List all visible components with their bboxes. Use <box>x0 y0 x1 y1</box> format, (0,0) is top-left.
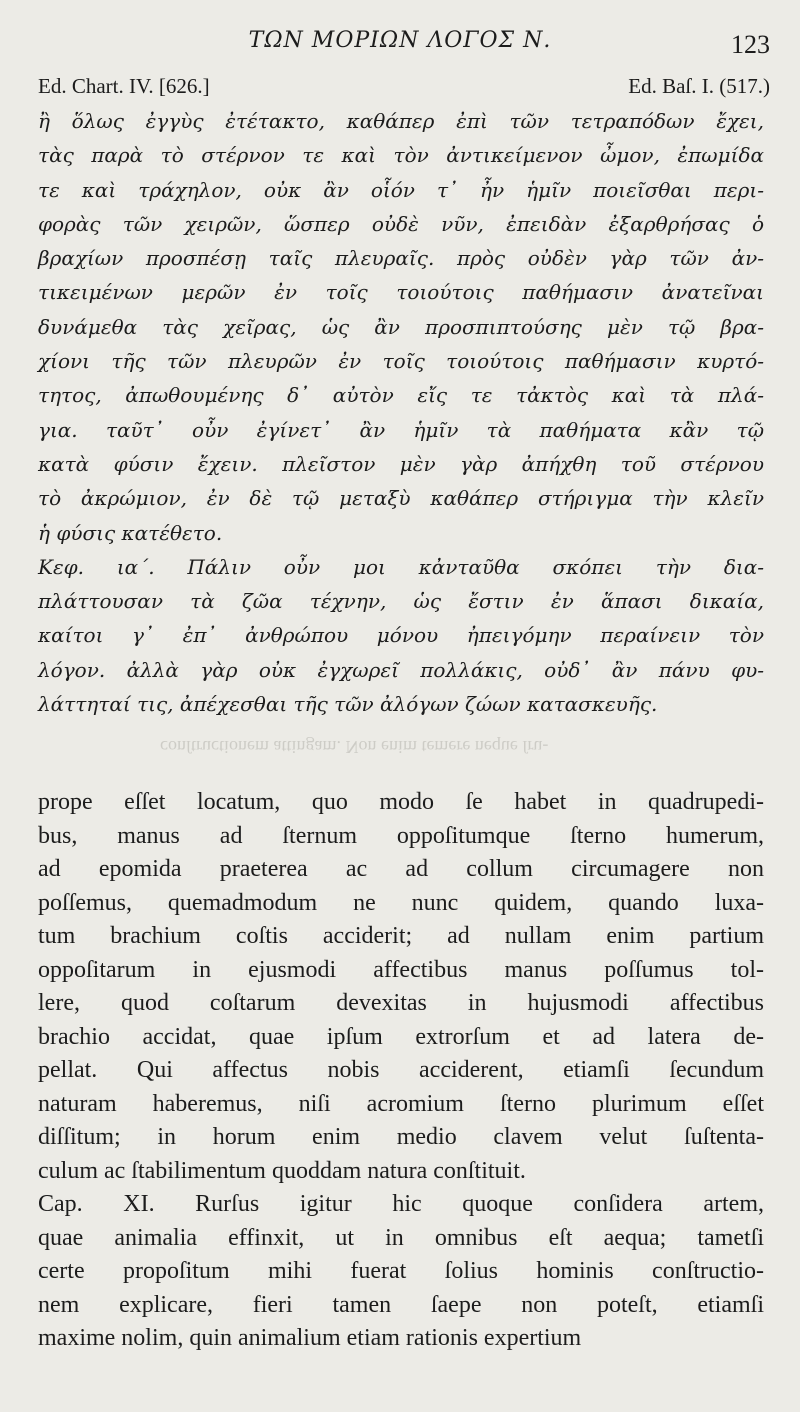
greek-text-block <box>38 104 764 721</box>
greek-line: λόγον. ἀλλὰ γὰρ οὐκ ἐγχωρεῖ πολλάκις, οὐδ᾽ ἂν πάνυ φυ- <box>38 657 764 682</box>
greek-line: καίτοι γ᾽ ἐπ᾽ ἀνθρώπου μόνου ἠπειγόμην περαίνειν τὸν <box>38 623 764 648</box>
latin-text-block <box>38 786 764 1356</box>
latin-line: quae animalia effinxit, ut in omnibus eſt aequa; tametſi <box>38 1224 764 1251</box>
greek-line: τὸ ἀκρώμιον, ἐν δὲ τῷ μεταξὺ καθάπερ στήριγμα τὴν κλεῖν <box>38 486 764 511</box>
greek-line: κατὰ φύσιν ἔχειν. πλεῖστον μὲν γὰρ ἀπήχθη τοῦ στέρνου <box>38 451 764 476</box>
greek-line: ἢ ὅλως ἐγγὺς ἐτέτακτο, καθάπερ ἐπὶ τῶν τετραπόδων ἔχει, <box>38 109 764 133</box>
edition-reference-right: Ed. Baſ. I. (517.) <box>628 74 770 98</box>
running-title: ΤΩΝ ΜΟΡΙΩΝ ΛΟΓΟΣ Ν. <box>248 28 552 53</box>
latin-line: culum ac ſtabilimentum quoddam natura conſtituit. <box>38 1157 526 1184</box>
latin-line: poſſemus, quemadmodum ne nunc quidem, quando luxa- <box>38 889 764 916</box>
greek-line: τὰς παρὰ τὸ στέρνον τε καὶ τὸν ἀντικείμενον ὦμον, ἐπωμίδα <box>38 143 764 168</box>
latin-line: prope eſſet locatum, quo modo ſe habet in quadrupedi- <box>38 789 764 815</box>
latin-line: lere, quod coſtarum devexitas in hujusmodi affectibus <box>38 990 764 1016</box>
latin-line: brachio accidat, quae ipſum extrorſum et ad latera de- <box>38 1023 764 1050</box>
latin-line: bus, manus ad ſternum oppoſitumque ſterno humerum, <box>38 822 764 849</box>
greek-line: βραχίων προσπέσῃ ταῖς πλευραῖς. πρὸς οὐδὲν γὰρ τῶν ἀν- <box>38 246 764 271</box>
greek-line: λάττηταί τις, ἀπέχεσθαι τῆς τῶν ἀλόγων ζώων κατασκευῆς. <box>38 692 658 717</box>
greek-line: δυνάμεθα τὰς χεῖρας, ὡς ἂν προσπιπτούσης μὲν τῷ βρα- <box>38 314 764 339</box>
latin-line: pellat. Qui affectus nobis acciderent, etiamſi ſecundum <box>38 1057 764 1083</box>
latin-line: tum brachium coſtis acciderit; ad nullam enim partium <box>38 923 764 949</box>
latin-line: Cap. XI. Rurſus igitur hic quoque conſidera artem, <box>38 1191 764 1217</box>
greek-line: ἡ φύσις κατέθετο. <box>38 520 223 545</box>
greek-line: χίονι τῆς τῶν πλευρῶν ἐν τοῖς τοιούτοις παθήμασιν κυρτό- <box>38 349 764 374</box>
greek-line: φορὰς τῶν χειρῶν, ὥσπερ οὐδὲ νῦν, ἐπειδὰν ἐξαρθρήσας ὁ <box>38 211 764 236</box>
latin-line: certe propoſitum mihi fuerat ſolius hominis conſtructio- <box>38 1258 764 1284</box>
greek-line: Κεφ. ια΄. Πάλιν οὖν μοι κἀνταῦθα σκόπει τὴν δια- <box>38 554 764 579</box>
greek-line: πλάττουσαν τὰ ζῶα τέχνην, ὡς ἔστιν ἐν ἅπασι δικαία, <box>38 589 764 614</box>
latin-line: nem explicare, fieri tamen ſaepe non poteſt, etiamſi <box>38 1291 764 1318</box>
latin-line: diſſitum; in horum enim medio clavem velut ſuſtenta- <box>38 1124 764 1150</box>
bleed-through-text: conſtructionem attingam. Non enim temere neque ſru- <box>160 737 549 757</box>
edition-reference-left: Ed. Chart. IV. [626.] <box>38 74 210 98</box>
greek-line: τε καὶ τράχηλον, οὐκ ἂν οἷόν τ᾽ ἦν ἡμῖν ποιεῖσθαι περι- <box>38 177 764 202</box>
greek-line: τικειμένων μερῶν ἐν τοῖς τοιούτοις παθήμασιν ἀνατεῖναι <box>38 280 764 305</box>
greek-line: για. ταῦτ᾽ οὖν ἐγίνετ᾽ ἂν ἡμῖν τὰ παθήματα κἂν τῷ <box>38 417 764 442</box>
latin-line: ad epomida praeterea ac ad collum circumagere non <box>38 856 764 882</box>
greek-line: τητος, ἀπωθουμένης δ᾽ αὐτὸν εἴς τε τἀκτὸς καὶ τὰ πλά- <box>38 383 764 408</box>
page-number: 123 <box>731 30 770 59</box>
latin-line: oppoſitarum in ejusmodi affectibus manus poſſumus tol- <box>38 956 764 983</box>
latin-line: maxime nolim, quin animalium etiam rationis expertium <box>38 1325 582 1351</box>
latin-line: naturam haberemus, niſi acromium ſterno plurimum eſſet <box>38 1090 764 1117</box>
